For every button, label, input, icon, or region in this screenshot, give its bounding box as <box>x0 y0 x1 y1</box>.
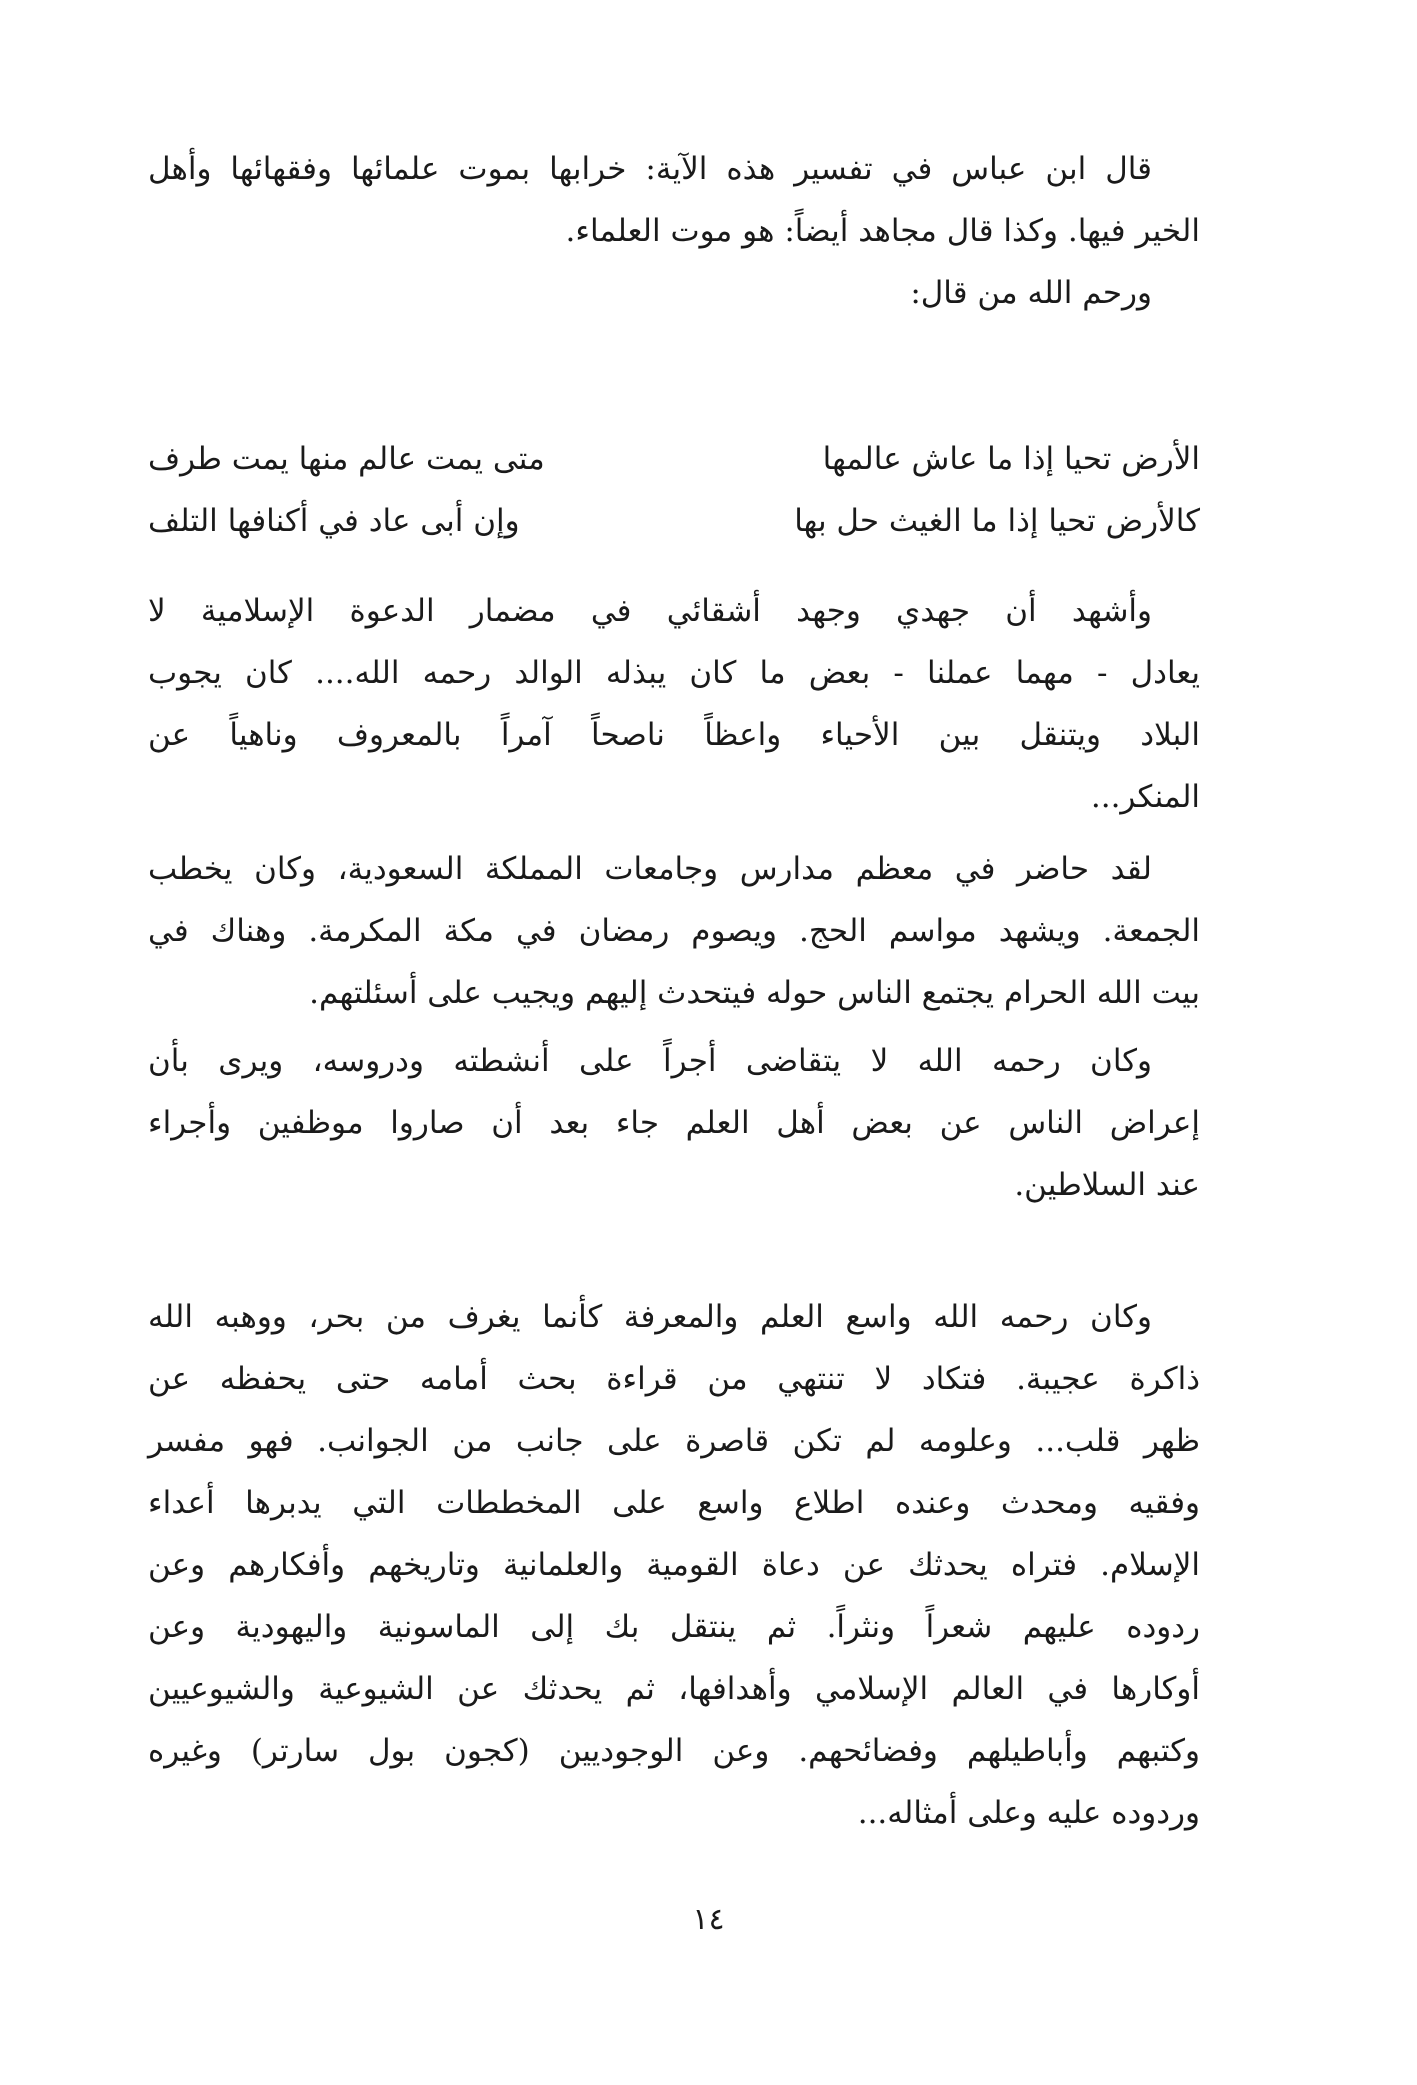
text-line: ذاكرة عجيبة. فتكاد لا تنتهي من قراءة بحث أمامه حتى يحفظه عن <box>148 1361 1200 1397</box>
poem-verses <box>148 428 1200 552</box>
verse-first-hemistich: الأرض تحيا إذا ما عاش عالمها <box>822 441 1200 477</box>
text-line: قال ابن عباس في تفسير هذه الآية: خرابها بموت علمائها وفقهائها وأهل <box>148 151 1152 187</box>
text-line: الخير فيها. وكذا قال مجاهد أيضاً: هو موت العلماء. <box>565 213 1200 249</box>
text-line: ردوده عليهم شعراً ونثراً. ثم ينتقل بك إلى الماسونية واليهودية وعن <box>148 1609 1200 1645</box>
verse-line <box>148 490 1200 552</box>
verse-first-hemistich: كالأرض تحيا إذا ما الغيث حل بها <box>794 503 1200 539</box>
paragraph-lectures <box>148 838 1200 1024</box>
paragraph-no-wages <box>148 1030 1200 1216</box>
verse-second-hemistich: متى يمت عالم منها يمت طرف <box>148 441 545 477</box>
text-line: ورحم الله من قال: <box>910 275 1152 311</box>
verse-second-hemistich: وإن أبى عاد في أكنافها التلف <box>148 503 520 539</box>
text-line: الإسلام. فتراه يحدثك عن دعاة القومية والعلمانية وتاريخهم وأفكارهم وعن <box>148 1547 1200 1583</box>
text-line: لقد حاضر في معظم مدارس وجامعات المملكة السعودية، وكان يخطب <box>148 851 1152 887</box>
text-line: إعراض الناس عن بعض أهل العلم جاء بعد أن صاروا موظفين وأجراء <box>148 1105 1200 1141</box>
text-line: وكان رحمه الله واسع العلم والمعرفة كأنما يغرف من بحر، ووهبه الله <box>148 1299 1152 1335</box>
text-line: يعادل - مهما عملنا - بعض ما كان يبذله الوالد رحمه الله.... كان يجوب <box>148 655 1200 691</box>
text-line: وأشهد أن جهدي وجهد أشقائي في مضمار الدعوة الإسلامية لا <box>148 593 1152 629</box>
text-line: البلاد ويتنقل بين الأحياء واعظاً ناصحاً آمراً بالمعروف وناهياً عن <box>148 717 1200 753</box>
paragraph-testimony <box>148 580 1200 828</box>
verse-line <box>148 428 1200 490</box>
paragraph-knowledge <box>148 1286 1200 1844</box>
text-line: عند السلاطين. <box>1014 1167 1200 1203</box>
text-line: أوكارها في العالم الإسلامي وأهدافها، ثم يحدثك عن الشيوعية والشيوعيين <box>148 1671 1200 1707</box>
page-number: ١٤ <box>692 1902 725 1937</box>
paragraph-ibn-abbas <box>148 138 1200 324</box>
text-line: وردوده عليه وعلى أمثاله... <box>857 1795 1200 1831</box>
text-line: وفقيه ومحدث وعنده اطلاع واسع على المخططات التي يدبرها أعداء <box>148 1485 1200 1521</box>
text-line: الجمعة. ويشهد مواسم الحج. ويصوم رمضان في مكة المكرمة. وهناك في <box>148 913 1200 949</box>
text-line: بيت الله الحرام يجتمع الناس حوله فيتحدث إليهم ويجيب على أسئلتهم. <box>309 975 1200 1011</box>
text-line: وكتبهم وأباطيلهم وفضائحهم. وعن الوجوديين (كجون بول سارتر) وغيره <box>148 1733 1200 1769</box>
text-line: المنكر... <box>1090 779 1200 815</box>
text-line: ظهر قلب... وعلومه لم تكن قاصرة على جانب من الجوانب. فهو مفسر <box>148 1423 1200 1459</box>
text-line: وكان رحمه الله لا يتقاضى أجراً على أنشطته ودروسه، ويرى بأن <box>148 1043 1152 1079</box>
